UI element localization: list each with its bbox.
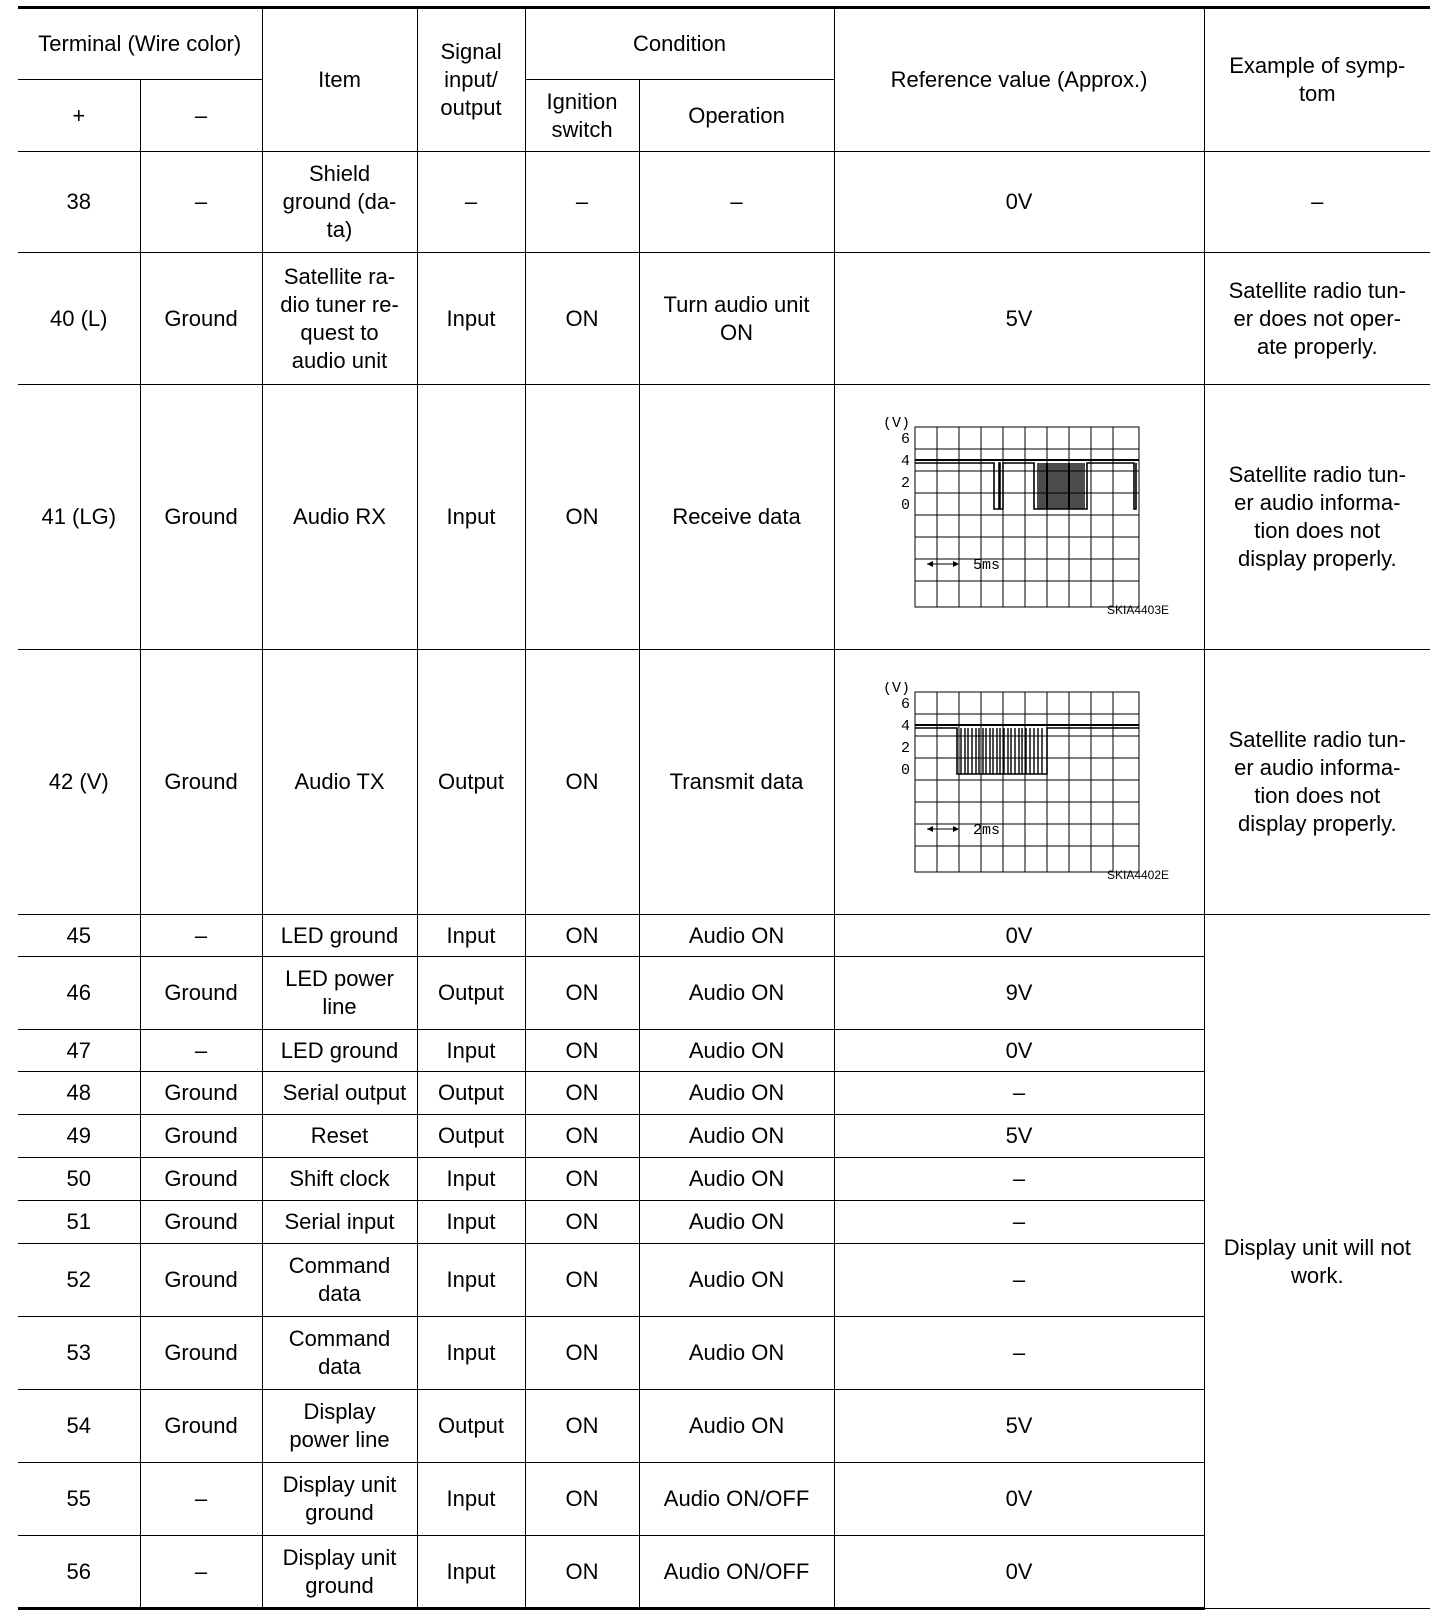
tx-tick-label: 2 (901, 740, 911, 757)
operation: Receive data (639, 385, 834, 650)
reference: – (834, 1244, 1204, 1317)
signal: Input (417, 1158, 525, 1201)
signal: Output (417, 1115, 525, 1158)
operation: Turn audio unit ON (639, 253, 834, 385)
reference: 5V (834, 1115, 1204, 1158)
terminal-plus: 51 (18, 1201, 140, 1244)
terminal-plus: 53 (18, 1317, 140, 1390)
symptom: – (1204, 152, 1430, 253)
terminal-plus: 56 (18, 1536, 140, 1609)
ignition: ON (525, 957, 639, 1030)
item: Display unit ground (262, 1463, 417, 1536)
ignition: ON (525, 1072, 639, 1115)
operation: Audio ON (639, 1072, 834, 1115)
rx-unit-label: (V) (883, 417, 911, 432)
table-row (18, 152, 1430, 253)
item: Serial output (262, 1072, 417, 1115)
terminal-spec-table (18, 6, 1430, 1610)
rx-tick-label: 2 (901, 475, 911, 492)
reference: 0V (834, 1030, 1204, 1072)
item: Display power line (262, 1390, 417, 1463)
ignition: ON (525, 1201, 639, 1244)
terminal-plus: 48 (18, 1072, 140, 1115)
terminal-plus: 40 (L) (18, 253, 140, 385)
terminal-minus: Ground (140, 385, 262, 650)
header-terminal: Terminal (Wire color) (18, 8, 262, 80)
rx-waveform (869, 417, 1169, 617)
header-item: Item (262, 8, 417, 152)
rx-time-label: 5ms (973, 557, 1001, 574)
terminal-plus: 52 (18, 1244, 140, 1317)
tx-unit-label: (V) (883, 682, 911, 697)
reference: – (834, 1201, 1204, 1244)
signal: Input (417, 385, 525, 650)
reference-waveform (834, 385, 1204, 650)
terminal-minus: Ground (140, 1317, 262, 1390)
tx-tick-label: 0 (901, 762, 911, 779)
terminal-plus: 41 (LG) (18, 385, 140, 650)
reference: 9V (834, 957, 1204, 1030)
ignition: ON (525, 1115, 639, 1158)
operation: Audio ON (639, 1244, 834, 1317)
reference: 0V (834, 915, 1204, 957)
terminal-minus: Ground (140, 253, 262, 385)
reference: – (834, 1072, 1204, 1115)
tx-waveform-plot (869, 682, 1169, 882)
ignition: ON (525, 650, 639, 915)
ignition: ON (525, 253, 639, 385)
signal: Input (417, 253, 525, 385)
header-reference: Reference value (Approx.) (834, 8, 1204, 152)
ignition: ON (525, 1158, 639, 1201)
item: LED ground (262, 1030, 417, 1072)
display-symptom: Display unit will not work. (1204, 915, 1430, 1609)
header-signal: Signal input/ output (417, 8, 525, 152)
item: LED ground (262, 915, 417, 957)
terminal-minus: – (140, 915, 262, 957)
item: Reset (262, 1115, 417, 1158)
operation: Audio ON (639, 1201, 834, 1244)
header-minus: – (140, 80, 262, 152)
terminal-plus: 46 (18, 957, 140, 1030)
terminal-minus: Ground (140, 1158, 262, 1201)
symptom: Satellite radio tun- er does not oper- ate properly. (1204, 253, 1430, 385)
terminal-plus: 55 (18, 1463, 140, 1536)
signal: Output (417, 1390, 525, 1463)
terminal-minus: Ground (140, 1115, 262, 1158)
signal: Input (417, 1463, 525, 1536)
signal: Input (417, 1536, 525, 1609)
terminal-minus: Ground (140, 1390, 262, 1463)
header-ignition: Ignition switch (525, 80, 639, 152)
ignition: ON (525, 385, 639, 650)
reference-waveform (834, 650, 1204, 915)
operation: Audio ON/OFF (639, 1536, 834, 1609)
terminal-plus: 54 (18, 1390, 140, 1463)
signal: Output (417, 957, 525, 1030)
header-plus: + (18, 80, 140, 152)
signal: Input (417, 915, 525, 957)
ignition: ON (525, 1030, 639, 1072)
table-row (18, 650, 1430, 915)
operation: Audio ON (639, 957, 834, 1030)
terminal-minus: Ground (140, 1244, 262, 1317)
reference: 5V (834, 253, 1204, 385)
operation: Audio ON (639, 1317, 834, 1390)
reference: – (834, 1158, 1204, 1201)
ignition: – (525, 152, 639, 253)
ignition: ON (525, 1244, 639, 1317)
item: Audio TX (262, 650, 417, 915)
rx-tick-label: 0 (901, 497, 911, 514)
reference: 0V (834, 152, 1204, 253)
operation: Audio ON (639, 1158, 834, 1201)
reference: 5V (834, 1390, 1204, 1463)
operation: Audio ON (639, 1030, 834, 1072)
symptom: Satellite radio tun- er audio informa- tion does not display properly. (1204, 650, 1430, 915)
item: Satellite ra- dio tuner re- quest to audio unit (262, 253, 417, 385)
ignition: ON (525, 1317, 639, 1390)
terminal-plus: 50 (18, 1158, 140, 1201)
terminal-minus: Ground (140, 1201, 262, 1244)
tx-figure-id: SKIA4402E (1106, 868, 1170, 882)
tx-waveform (869, 682, 1169, 882)
tx-tick-label: 6 (901, 696, 911, 713)
table-row (18, 253, 1430, 385)
header-condition: Condition (525, 8, 834, 80)
header-operation: Operation (639, 80, 834, 152)
terminal-plus: 47 (18, 1030, 140, 1072)
reference: 0V (834, 1536, 1204, 1609)
item: Display unit ground (262, 1536, 417, 1609)
header-symptom: Example of symp- tom (1204, 8, 1430, 152)
signal: Input (417, 1244, 525, 1317)
item: Shift clock (262, 1158, 417, 1201)
operation: Audio ON (639, 1390, 834, 1463)
item: Audio RX (262, 385, 417, 650)
item: Command data (262, 1317, 417, 1390)
ignition: ON (525, 1390, 639, 1463)
ignition: ON (525, 1463, 639, 1536)
reference: – (834, 1317, 1204, 1390)
item: Serial input (262, 1201, 417, 1244)
table-row (18, 385, 1430, 650)
symptom: Satellite radio tun- er audio informa- tion does not display properly. (1204, 385, 1430, 650)
signal: Input (417, 1317, 525, 1390)
rx-tick-label: 6 (901, 431, 911, 448)
terminal-plus: 42 (V) (18, 650, 140, 915)
terminal-plus: 45 (18, 915, 140, 957)
reference: 0V (834, 1463, 1204, 1536)
terminal-minus: – (140, 152, 262, 253)
rx-tick-label: 4 (901, 453, 911, 470)
signal: Output (417, 1072, 525, 1115)
rx-waveform-plot (869, 417, 1169, 617)
item: LED power line (262, 957, 417, 1030)
terminal-plus: 38 (18, 152, 140, 253)
terminal-minus: – (140, 1536, 262, 1609)
ignition: ON (525, 915, 639, 957)
item: Shield ground (da- ta) (262, 152, 417, 253)
rx-figure-id: SKIA4403E (1106, 603, 1170, 617)
table-row (18, 915, 1430, 957)
item: Command data (262, 1244, 417, 1317)
signal: – (417, 152, 525, 253)
signal: Output (417, 650, 525, 915)
signal: Input (417, 1201, 525, 1244)
terminal-minus: – (140, 1463, 262, 1536)
operation: Audio ON (639, 1115, 834, 1158)
terminal-minus: Ground (140, 650, 262, 915)
terminal-minus: – (140, 1030, 262, 1072)
tx-tick-label: 4 (901, 718, 911, 735)
tx-time-label: 2ms (973, 822, 1001, 839)
terminal-minus: Ground (140, 1072, 262, 1115)
ignition: ON (525, 1536, 639, 1609)
signal: Input (417, 1030, 525, 1072)
operation: Audio ON (639, 915, 834, 957)
terminal-minus: Ground (140, 957, 262, 1030)
operation: – (639, 152, 834, 253)
terminal-plus: 49 (18, 1115, 140, 1158)
operation: Audio ON/OFF (639, 1463, 834, 1536)
operation: Transmit data (639, 650, 834, 915)
